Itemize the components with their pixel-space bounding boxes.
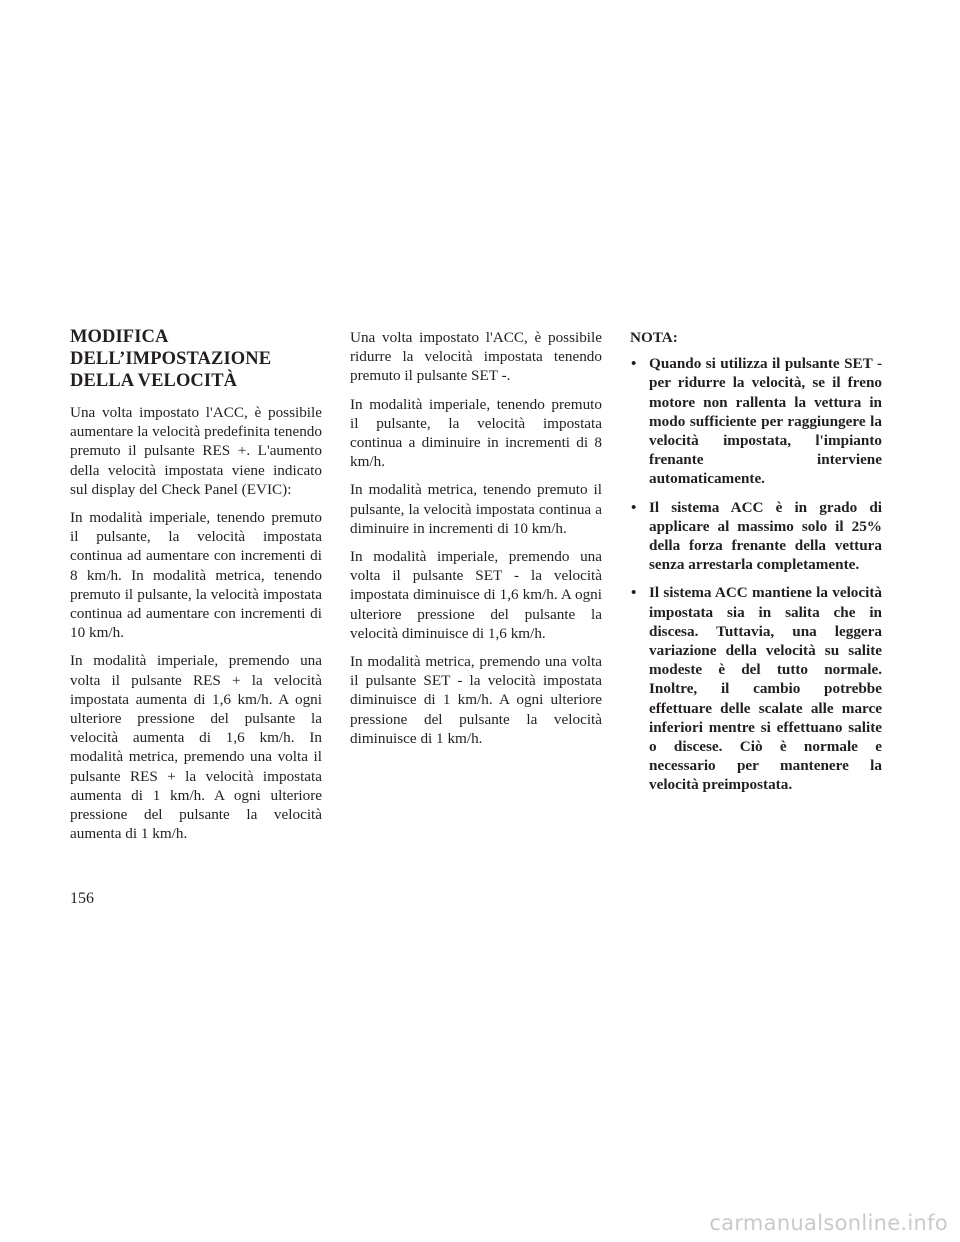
bullet-icon: • — [631, 355, 637, 373]
note-list — [630, 354, 882, 794]
note-text: Quando si utilizza il pulsante SET - per ridurre la velocità, se il freno motore non rallenta la vettura in modo sufficiente per raggiungere la velocità impostata, l'impianto frenante interviene automaticamente. — [649, 355, 882, 488]
note-text: Il sistema ACC è in grado di applicare al massimo solo il 25% della forza frenante della vettura senza arrestarla completamente. — [649, 498, 882, 574]
paragraph: In modalità metrica, tenendo premuto il pulsante, la velocità impostata continua a diminuire in incrementi di 10 km/h. — [350, 481, 602, 537]
note-item — [630, 583, 882, 794]
paragraph: In modalità imperiale, premendo una volta il pulsante SET - la velocità impostata diminuisce di 1,6 km/h. A ogni ulteriore pressione del pulsante la velocità diminuisce di 1,6 km/h. — [350, 548, 602, 642]
bullet-icon: • — [631, 584, 637, 602]
note-label: NOTA: — [630, 329, 678, 346]
paragraph: In modalità metrica, premendo una volta il pulsante SET - la velocità impostata diminuisce di 1 km/h. A ogni ulteriore pressione del pulsante la velocità diminuisce di 1 km/h. — [350, 653, 602, 747]
column-1 — [70, 326, 322, 852]
section-title: MODIFICA DELL’IMPOSTAZIONE DELLA VELOCITÀ — [70, 327, 272, 391]
page-number: 156 — [70, 890, 94, 907]
paragraph: In modalità imperiale, tenendo premuto il pulsante, la velocità impostata continua a diminuire in incrementi di 8 km/h. — [350, 395, 602, 471]
paragraph: Una volta impostato l'ACC, è possibile ridurre la velocità impostata tenendo premuto il pulsante SET -. — [350, 329, 602, 385]
paragraph: In modalità imperiale, premendo una volta il pulsante RES + la velocità impostata aumenta di 1,6 km/h. A ogni ulteriore pressione del pulsante la velocità aumenta di 1,6 km/h. In modalità metrica, premendo una volta il pulsante RES + la velocità impostata aumenta di 1 km/h. A ogni ulteriore pressione del pulsante la velocità aumenta di 1 km/h. — [70, 652, 322, 843]
note-text: Il sistema ACC mantiene la velocità impostata sia in salita che in discesa. Tuttavia, una leggera variazione della velocità su salite modeste è del tutto normale. Inoltre, il cambio potrebbe effettuare delle scalate alle marce inferiori mentre si effettuano salite o discese. Ciò è normale e necessario per mantenere la velocità preimpostata. — [649, 584, 882, 794]
watermark: carmanualsonline.info — [709, 1211, 948, 1235]
paragraph: Una volta impostato l'ACC, è possibile aumentare la velocità predefinita tenendo premuto il pulsante RES +. L'aumento della velocità impostata viene indicato sul display del Check Panel (EVIC): — [70, 404, 322, 498]
bullet-icon: • — [631, 498, 637, 516]
paragraph: In modalità imperiale, tenendo premuto il pulsante, la velocità impostata continua ad aumentare con incrementi di 8 km/h. In modalità metrica, tenendo premuto il pulsante, la velocità impostata continua ad aumentare con incrementi di 10 km/h. — [70, 509, 322, 642]
column-3 — [630, 328, 882, 804]
column-2 — [350, 328, 602, 757]
note-item — [630, 354, 882, 488]
note-item — [630, 498, 882, 575]
